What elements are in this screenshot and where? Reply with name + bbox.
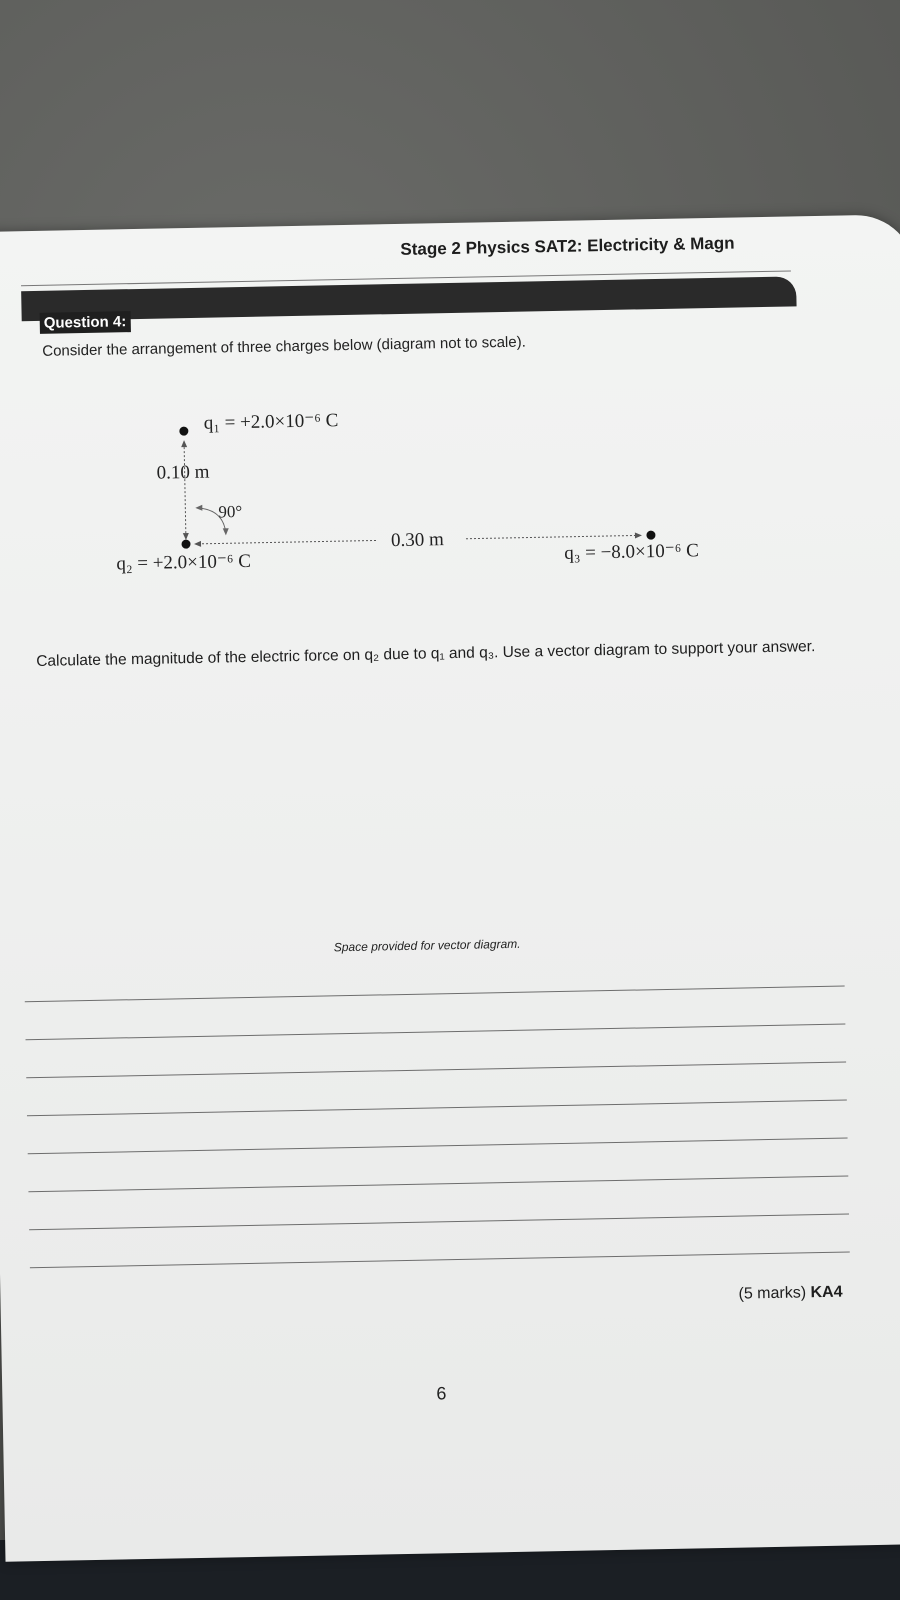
vector-diagram-space-note: Space provided for vector diagram.: [333, 936, 521, 955]
answer-line: [26, 1062, 846, 1079]
horizontal-distance-line-right: [466, 535, 636, 538]
answer-line: [28, 1138, 848, 1155]
answer-line: [29, 1213, 849, 1230]
horizontal-distance-line-left: [198, 540, 376, 543]
angle-arrow-1: [195, 505, 202, 511]
answer-line: [30, 1251, 850, 1268]
vertical-arrow-down: [183, 533, 189, 540]
page-number: 6: [436, 1383, 447, 1404]
horizontal-arrow-right: [635, 532, 642, 538]
question-intro: Consider the arrangement of three charges below (diagram not to scale).: [42, 333, 526, 360]
marks-allocation: [738, 1284, 842, 1304]
q2-charge-dot: [181, 540, 190, 549]
vertical-distance-label: 0.10 m: [156, 461, 210, 484]
q2-label: q₂ = +2.0×10⁻⁶ C: [116, 550, 252, 575]
q1-label: q₁ = +2.0×10⁻⁶ C: [203, 410, 339, 434]
vertical-arrow-up: [181, 440, 187, 447]
angle-arrow-2: [223, 528, 229, 535]
q3-label: q₃ = −8.0×10⁻⁶ C: [564, 540, 700, 564]
q3-charge-dot: [646, 531, 655, 540]
page-header-title: Stage 2 Physics SAT2: Electricity & Magn: [400, 233, 735, 259]
answer-line: [27, 1100, 847, 1117]
horizontal-arrow-left: [194, 541, 201, 547]
answer-line: [26, 1024, 846, 1041]
question-label: Question 4:: [40, 311, 131, 334]
answer-line: [25, 986, 845, 1003]
question-prompt: Calculate the magnitude of the electric force on q₂ due to q₁ and q₃. Use a vector diagram to support your answer.: [36, 638, 816, 670]
horizontal-distance-label: 0.30 m: [390, 529, 444, 552]
exam-page: [0, 214, 900, 1562]
angle-label: 90°: [218, 502, 243, 522]
marks-code: KA4: [810, 1283, 843, 1302]
q1-charge-dot: [179, 427, 188, 436]
marks-text: (5 marks): [738, 1284, 807, 1303]
vertical-distance-line: [184, 443, 186, 538]
charge-diagram: [0, 215, 867, 592]
answer-line: [28, 1176, 848, 1193]
